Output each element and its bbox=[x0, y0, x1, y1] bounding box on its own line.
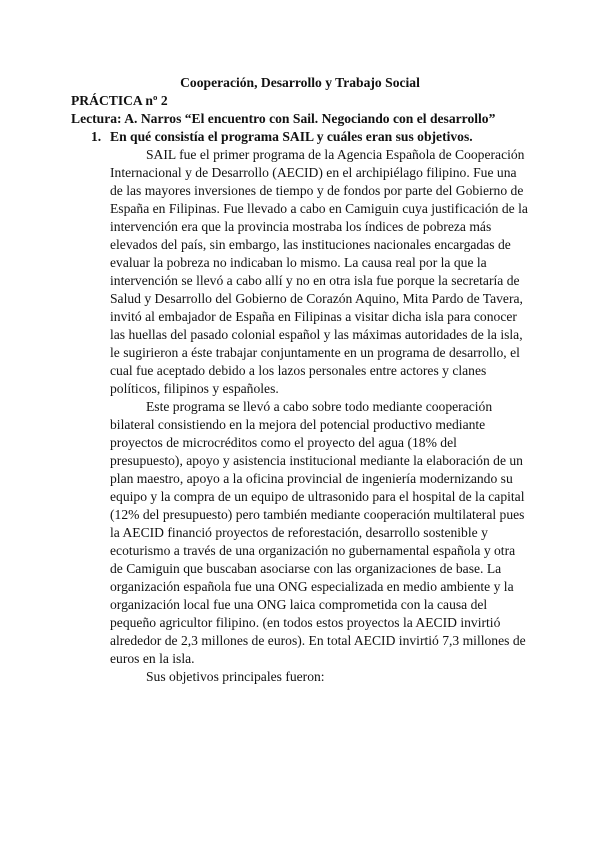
question-number: 1. bbox=[91, 129, 102, 144]
paragraph-program-details: Este programa se llevó a cabo sobre todo mediante cooperación bilateral consistiendo en la mejora del potencial productivo mediante proyectos de microcréditos como el proyecto del agua (18% del presupuesto), apoyo y asistencia institucional mediante la elaboración de un plan maestro, apoyo a la oficina provincial de ingeniería modernizando su equipo y la compra de un equipo de ultrasonido para el hospital de la capital (12% del presupuesto) pero también mediante cooperación multilateral pues la AECID financió proyectos de reforestación, desarrollo sostenible y ecoturismo a través de una organización no gubernamental española y otra de Camiguin que buscaban asociarse con las organizaciones de base. La organización española fue una ONG especializada en medio ambiente y la organización local fue una ONG laica comprometida con la causa del pequeño agricultor filipino. (en todos estos proyectos la AECID invirtió alrededor de 2,3 millones de euros). En total AECID invirtió 7,3 millones de euros en la isla. bbox=[110, 399, 526, 666]
practice-heading: PRÁCTICA nº 2 bbox=[71, 93, 168, 108]
paragraph-objectives: Sus objetivos principales fueron: bbox=[146, 669, 325, 684]
course-title: Cooperación, Desarrollo y Trabajo Social bbox=[180, 75, 420, 90]
answer-body bbox=[110, 146, 529, 686]
reading-reference: Lectura: A. Narros “El encuentro con Sail. Negociando con el desarrollo” bbox=[71, 111, 496, 126]
question-text: En qué consistía el programa SAIL y cuáles eran sus objetivos. bbox=[110, 129, 473, 144]
paragraph-sail-intro: SAIL fue el primer programa de la Agencia Española de Cooperación Internacional y de Desarrollo (AECID) en el archipiélago filipino. Fue una de las mayores inversiones de tiempo y de fondos por parte del Gobierno de España en Filipinas. Fue llevado a cabo en Camiguin cuya justificación de la intervención era que la provincia mostraba los índices de pobreza más elevados del país, sin embargo, las instituciones nacionales encargadas de evaluar la pobreza no indicaban lo mismo. La causa real por la que la intervención se llevó a cabo allí y no en otra isla fue porque la secretaría de Salud y Desarrollo del Gobierno de Corazón Aquino, Mita Pardo de Tavera, invitó al embajador de España en Filipinas a visitar dicha isla para conocer las huellas del pasado colonial español y las máximas autoridades de la isla, le sugirieron a éste trabajar conjuntamente en un programa de desarrollo, el cual fue aceptado debido a los lazos personales entre actores y clanes políticos, filipinos y españoles. bbox=[110, 147, 528, 396]
